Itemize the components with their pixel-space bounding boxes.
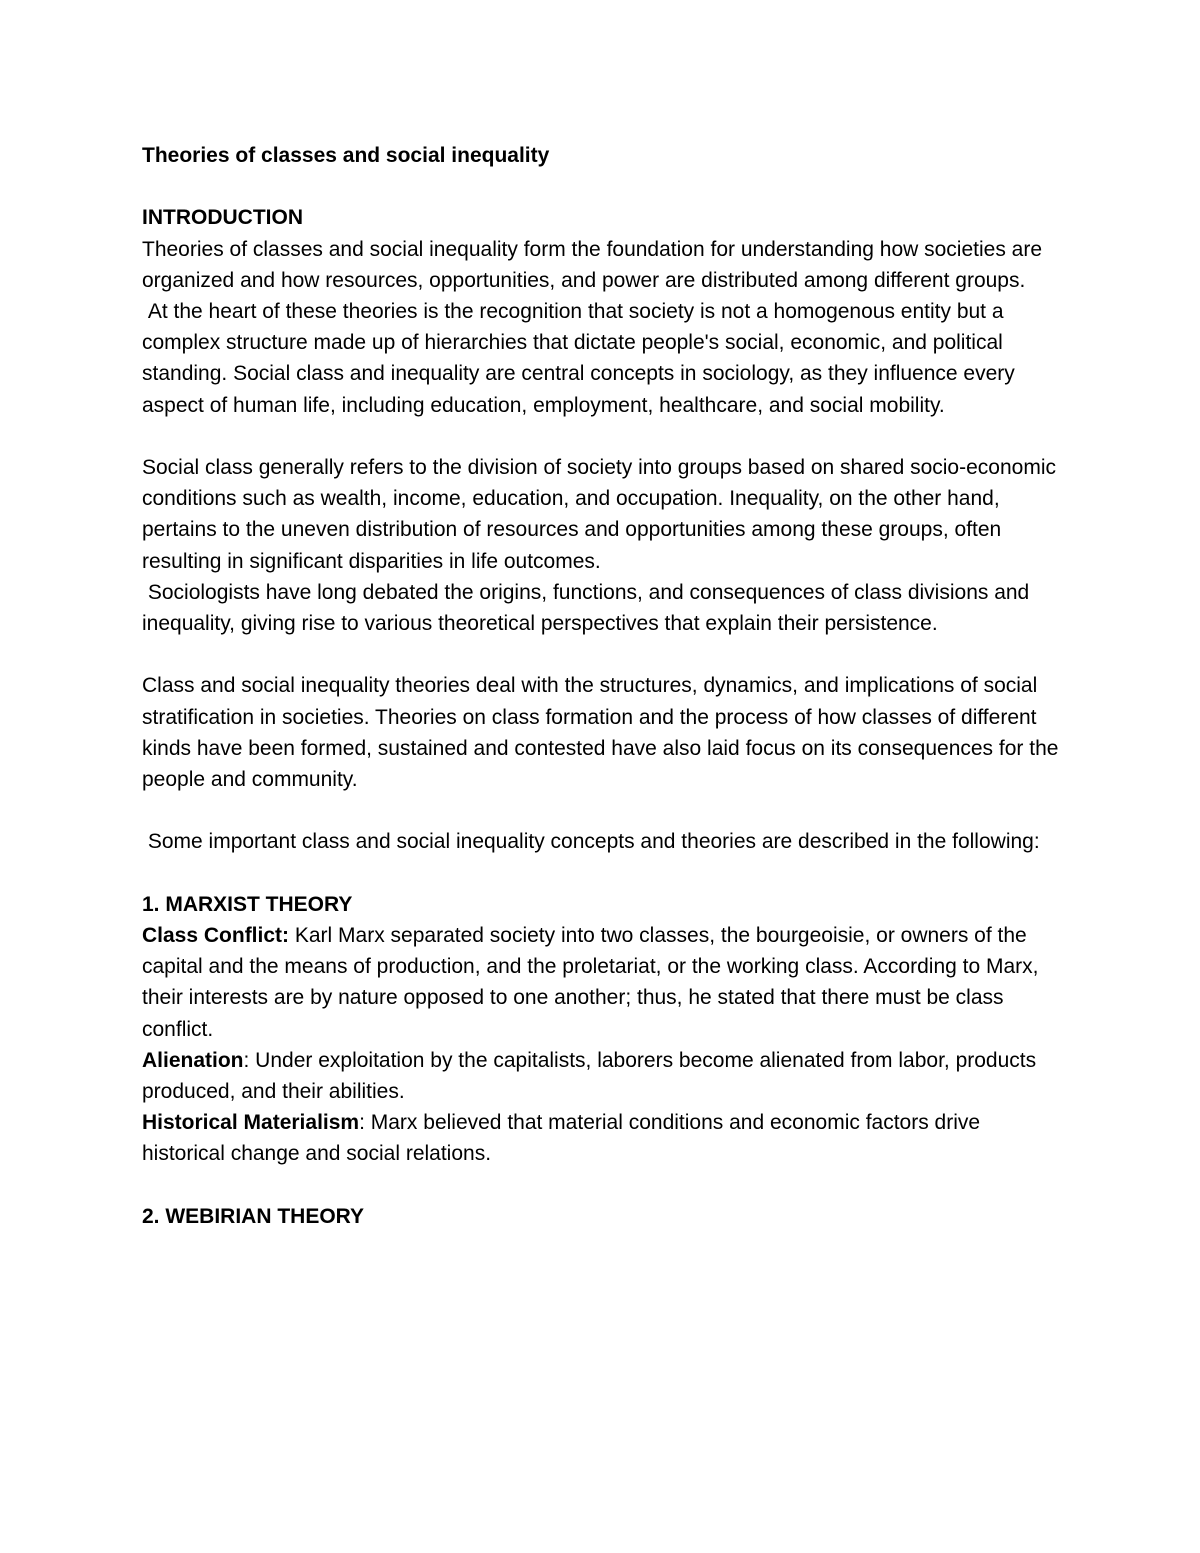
- marxist-heading: 1. MARXIST THEORY: [142, 892, 353, 916]
- blank-line: [142, 1170, 1062, 1201]
- intro-heading: INTRODUCTION: [142, 206, 303, 230]
- document-page: [142, 140, 1062, 1232]
- class-conflict-paragraph: [142, 920, 1062, 1045]
- paragraph-following: Some important class and social inequality concepts and theories are described in the following:: [142, 830, 1040, 854]
- blank-line: [142, 421, 1062, 452]
- historical-materialism-paragraph: [142, 1107, 1062, 1169]
- alienation-text: : Under exploitation by the capitalists, laborers become alienated from labor, products produced, and their abilities.: [142, 1048, 1037, 1104]
- document-title: Theories of classes and social inequality: [142, 144, 550, 167]
- blank-line: [142, 858, 1062, 889]
- blank-line: [142, 171, 1062, 202]
- intro-paragraph-2: At the heart of these theories is the recognition that society is not a homogenous entity but a complex structure made up of hierarchies that dictate people's social, economic, and political standing. Social class and inequality are central concepts in sociology, as they influence every aspect of human life, including education, employment, healthcare, and social mobility.: [142, 300, 1021, 417]
- intro-paragraph-1: Theories of classes and social inequality form the foundation for understanding how societies are organized and how resources, opportunities, and power are distributed among different groups.: [142, 237, 1043, 292]
- historical-materialism-term: Historical Materialism: [142, 1111, 360, 1135]
- blank-line: [142, 639, 1062, 670]
- alienation-paragraph: [142, 1045, 1062, 1107]
- weberian-heading: 2. WEBIRIAN THEORY: [142, 1204, 365, 1228]
- paragraph-social-class: Social class generally refers to the division of society into groups based on shared socio-economic conditions such as wealth, income, education, and occupation. Inequality, on the other hand, pertains to the uneven distribution of resources and opportunities among these groups, often resulting in significant disparities in life outcomes.: [142, 456, 1056, 573]
- historical-materialism-text: : Marx believed that material conditions and economic factors drive historical change and social relations.: [142, 1111, 981, 1166]
- paragraph-sociologists: Sociologists have long debated the origins, functions, and consequences of class divisions and inequality, giving rise to various theoretical perspectives that explain their persistence.: [142, 580, 1036, 636]
- blank-line: [142, 795, 1062, 826]
- paragraph-class-theories: Class and social inequality theories deal with the structures, dynamics, and implications of social stratification in societies. Theories on class formation and the process of how classes of different kinds have been formed, sustained and contested have also laid focus on its consequences for the people and community.: [142, 674, 1059, 792]
- alienation-term: Alienation: [142, 1048, 244, 1072]
- class-conflict-text: Karl Marx separated society into two classes, the bourgeoisie, or owners of the capital and the means of production, and the proletariat, or the working class. According to Marx, their interests are by nature opposed to one another; thus, he stated that there must be class conflict.: [142, 924, 1045, 1041]
- class-conflict-term: Class Conflict:: [142, 924, 290, 947]
